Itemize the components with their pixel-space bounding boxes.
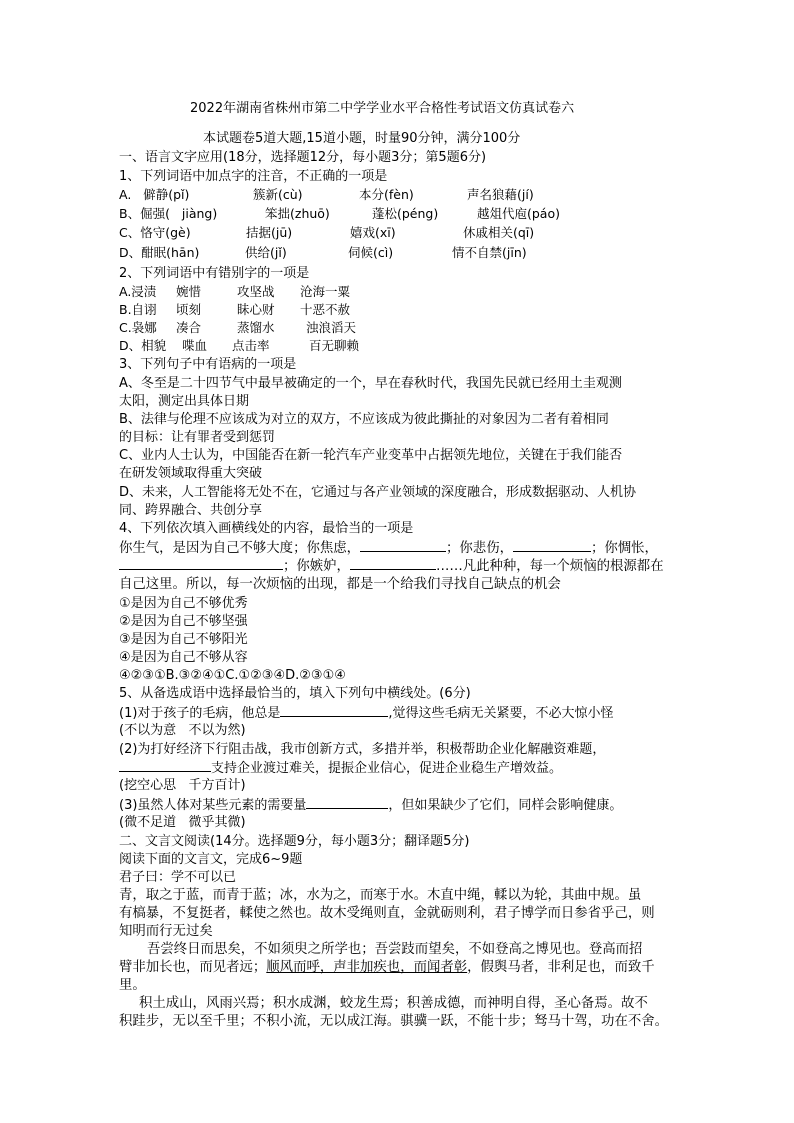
q1-c-4: 休戚相关(qī) [463, 225, 535, 240]
q1-a-1: A. 僻静(pǐ) [119, 187, 190, 202]
q4-stem: 4、下列依次填入画横线处的内容，最恰当的一项是 [119, 521, 414, 536]
q1-d-4: 情不自禁(jīn) [452, 245, 527, 260]
q1-b-2: 笨拙(zhuō) [265, 206, 330, 221]
q2-c-4: 浊浪滔天 [306, 320, 357, 335]
q2-d-2: 喋血 [182, 338, 208, 353]
q2-d-4: 百无聊赖 [309, 338, 360, 353]
q4-blank-3[interactable] [119, 557, 283, 570]
section-2-heading: 二、文言文阅读(14分。选择题9分，每小题3分；翻译题5分) [119, 834, 470, 849]
q4-text: ；你嫉妒， [283, 559, 350, 574]
q2-a-1: A.浸渍 [119, 284, 157, 299]
q3-line: D、未来，人工智能将无处不在，它通过与各产业领域的深度融合，形成数据驱动、人机协 [119, 485, 637, 500]
q4-passage-line-1 [119, 539, 658, 557]
q2-c-1: C.袅娜 [119, 320, 157, 335]
q5-text: 支持企业渡过难关，提振企业信心，促进企业稳生产增效益。 [211, 761, 563, 776]
classic-underlined-sentence: 顺风而呼，声非加疾也，而闻者彰 [266, 960, 468, 975]
q1-a-4: 声名狼藉(jí) [467, 187, 534, 202]
q4-passage-line-2 [119, 557, 664, 575]
q2-c-2: 凑合 [176, 320, 202, 335]
q1-b-4: 越俎代庖(páo) [477, 206, 560, 221]
classic-line: 里。 [119, 978, 146, 993]
classic-text: 臂非加长也，而见者远； [119, 960, 267, 975]
classic-line: 积土成山，风雨兴焉；积水成渊，蛟龙生焉；积善成德，而神明自得，圣心备焉。故不 [139, 996, 648, 1011]
classic-line: 青，取之于蓝，而青于蓝；冰，水为之，而寒于水。木直中绳，輮以为轮，其曲中规。虽 [119, 888, 642, 903]
q2-b-3: 眛心财 [237, 302, 275, 317]
q4-choices: ④②③①B.③②④①C.①②③④D.②③①④ [119, 668, 346, 683]
q1-d-1: D、酣眠(hān) [119, 245, 200, 260]
q1-c-3: 嬉戏(xī) [350, 225, 396, 240]
q1-c-2: 拮据(jū) [246, 225, 293, 240]
q2-a-3: 攻坚战 [237, 284, 275, 299]
q2-stem: 2、下列词语中有错别字的一项是 [119, 266, 310, 281]
q5-options-2: (挖空心思 千方百计) [119, 778, 246, 793]
q5-sentence-2: (2)为打好经济下行阻击战，我市创新方式，多措并举，积极帮助企业化解融资难题， [119, 742, 606, 757]
classic-line: 有槁暴，不复挺者，輮使之然也。故木受绳则直，金就砺则利，君子博学而日参省乎己，则 [119, 906, 655, 921]
q2-b-2: 顷刻 [176, 302, 202, 317]
q3-line: B、法律与伦理不应该成为对立的双方，不应该成为彼此撕扯的对象因为二者有着相同 [119, 412, 609, 427]
q1-a-3: 本分(fèn) [359, 187, 414, 202]
q5-sentence-3 [119, 796, 622, 814]
q4-blank-1[interactable] [360, 539, 446, 552]
q5-text: ，但如果缺少了它们，同样会影响健康。 [388, 798, 623, 813]
q3-line: 同、跨界融合、共创分享 [119, 503, 263, 518]
classic-line: 积跬步，无以至千里；不积小流，无以成江海。骐骥一跃，不能十步；驽马十驾，功在不舍。 [119, 1014, 669, 1029]
q2-b-1: B.自诩 [119, 302, 157, 317]
q4-text: ；你惆怅， [590, 541, 658, 556]
q5-text: (3)虽然人体对某些元素的需要量 [119, 798, 307, 813]
q3-line: 在研发领域取得重大突破 [119, 466, 263, 481]
q5-options-3: (微不足道 微乎其微) [119, 815, 246, 830]
q1-c-1: C、恪守(gè) [119, 225, 191, 240]
q4-item: ③是因为自己不够阳光 [119, 632, 248, 647]
q1-stem: 1、下列词语中加点字的注音，不正确的一项是 [119, 169, 388, 184]
q3-line: A、冬至是二十四节气中最早被确定的一个，早在春秋时代，我国先民就已经用土圭观测 [119, 376, 622, 391]
q4-item: ②是因为自己不够坚强 [119, 614, 248, 629]
classic-title: 君子曰：学不可以已 [119, 870, 237, 885]
classic-line [119, 959, 655, 976]
q3-line: C、业内人士认为，中国能否在新一轮汽车产业变革中占据领先地位，关键在于我们能否 [119, 448, 623, 463]
q2-d-3: 点击率 [232, 338, 270, 353]
q5-options-1: (不以为意 不以为然) [119, 723, 246, 738]
q3-stem: 3、下列句子中有语病的一项是 [119, 357, 297, 372]
q4-blank-2[interactable] [513, 539, 591, 552]
q5-stem: 5、从备选成语中选择最恰当的，填入下列句中横线处。(6分) [119, 686, 471, 701]
q5-blank-1[interactable] [280, 704, 388, 717]
q3-line: 的目标：让有罪者受到惩罚 [119, 430, 276, 445]
q2-c-3: 蒸馏水 [237, 320, 275, 335]
q2-a-4: 沧海一粟 [300, 284, 351, 299]
reading-instruction: 阅读下面的文言文，完成6~9题 [119, 852, 303, 867]
q2-a-2: 婉惜 [176, 284, 202, 299]
q1-a-2: 簇新(cù) [253, 187, 303, 202]
q5-sentence-1 [119, 704, 614, 722]
exam-intro: 本试题卷5道大题,15道小题，时量90分钟，满分100分 [203, 131, 521, 146]
q2-d-1: D、相貌 [119, 338, 167, 353]
q5-text: ,觉得这些毛病无关紧要，不必大惊小怪 [388, 706, 614, 721]
section-1-heading: 一、语言文字应用(18分，选择题12分，每小题3分；第5题6分) [119, 150, 487, 165]
classic-line: 吾尝终日而思矣，不如须臾之所学也；吾尝跂而望矣，不如登高之博见也。登高而招 [147, 942, 643, 957]
q4-text: ……凡此种种，每一个烦恼的根源都在 [435, 559, 664, 574]
q5-blank-3[interactable] [306, 796, 388, 809]
q1-b-3: 蓬松(péng) [372, 206, 439, 221]
q1-d-2: 供给(jǐ) [245, 245, 287, 260]
q5-text: (1)对于孩子的毛病，他总是 [119, 706, 281, 721]
exam-title: 2022年湖南省株州市第二中学学业水平合格性考试语文仿真试卷六 [190, 101, 575, 116]
q1-d-3: 伺候(cì) [348, 245, 394, 260]
q5-sentence-2-cont [119, 759, 562, 777]
q4-text: ；你悲伤， [446, 541, 513, 556]
q3-line: 太阳，测定出具体日期 [119, 394, 250, 409]
q4-blank-4[interactable] [350, 557, 436, 570]
classic-line: 知明而行无过矣 [119, 924, 213, 939]
q4-passage-line-3: 自己这里。所以，每一次烦恼的出现，都是一个给我们寻找自己缺点的机会 [119, 577, 561, 592]
q2-b-4: 十恶不赦 [300, 302, 351, 317]
q4-text: 你生气，是因为自己不够大度；你焦虑， [119, 541, 361, 556]
q5-blank-2[interactable] [119, 759, 211, 772]
q1-b-1: B、倔强( jiàng) [119, 206, 218, 221]
q4-item: ④是因为自己不够从容 [119, 650, 248, 665]
classic-text: ，假舆马者，非利足也，而致千 [467, 960, 655, 975]
q4-item: ①是因为自己不够优秀 [119, 596, 248, 611]
